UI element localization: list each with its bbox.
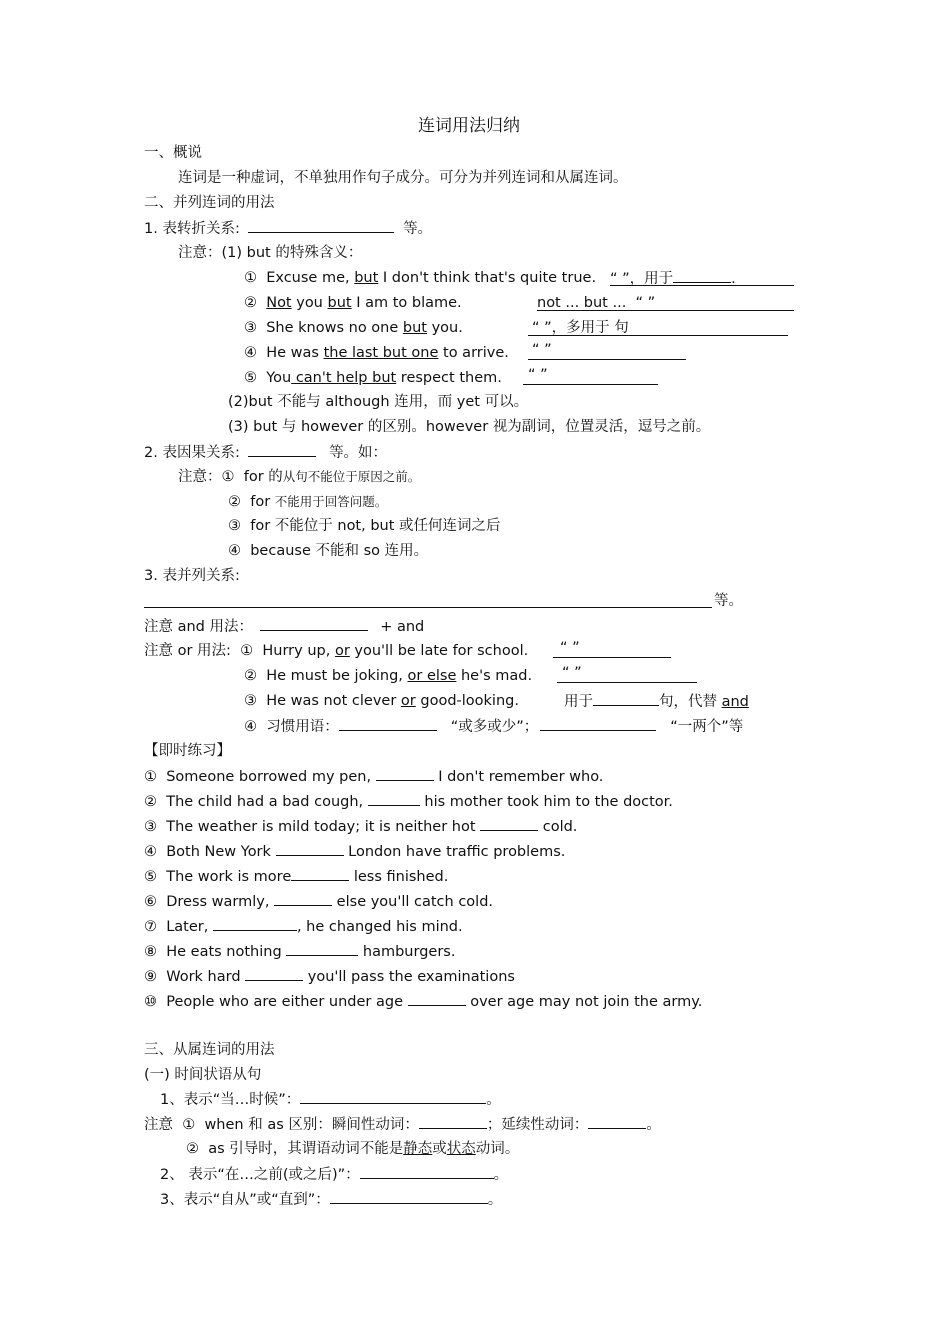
answer-underline — [557, 682, 697, 683]
practice-item: ② The child had a bad cough, his mother took him to the doctor. — [144, 791, 673, 812]
practice-heading: 【即时练习】 — [144, 743, 231, 759]
answer-blank[interactable] — [300, 1089, 486, 1104]
answer-blank[interactable] — [330, 1189, 488, 1204]
section-1-heading: 一、概说 — [144, 145, 202, 161]
answer-underline — [528, 359, 686, 360]
but-note-heading: 注意：(1) but 的特殊含义： — [178, 245, 363, 261]
but-item-2: ② Not you but I am to blame. — [244, 295, 462, 311]
practice-item: ⑨ Work hard you'll pass the examinations — [144, 966, 515, 987]
answer-blank[interactable] — [480, 816, 538, 831]
or-item-3-answer: 用于 句，代替 and — [564, 691, 749, 712]
section-3-heading: 三、从属连词的用法 — [144, 1042, 275, 1058]
or-usage-note: 注意 or 用法: ① Hurry up, or you'll be late for school. — [144, 643, 529, 659]
but-item-3: ③ She knows no one but you. — [244, 320, 463, 336]
contrast-relation-line: 1. 表转折关系: 等。 — [144, 218, 432, 239]
answer-blank[interactable] — [540, 716, 656, 731]
but-item-4-answer[interactable]: “ ” — [532, 342, 552, 358]
answer-underline — [523, 384, 658, 385]
time-note-1: 注意 ① when 和 as 区别：瞬间性动词： ；延续性动词： 。 — [144, 1114, 661, 1135]
section-2-heading: 二、并列连词的用法 — [144, 195, 275, 211]
but-note-2: (2)but 不能与 although 连用，而 yet 可以。 — [228, 394, 529, 410]
answer-blank[interactable] — [248, 218, 394, 233]
answer-blank[interactable] — [588, 1114, 646, 1129]
practice-item: ⑧ He eats nothing hamburgers. — [144, 941, 455, 962]
answer-blank[interactable] — [276, 841, 344, 856]
answer-underline — [553, 657, 671, 658]
but-note-3: (3) but 与 however 的区别。however 视为副词，位置灵活，逗号之前。 — [228, 419, 711, 435]
practice-item: ⑤ The work is more less finished. — [144, 866, 448, 887]
cause-relation-line: 2. 表因果关系: 等。如： — [144, 442, 387, 463]
answer-blank[interactable] — [419, 1114, 487, 1129]
answer-blank[interactable] — [286, 941, 358, 956]
answer-blank[interactable] — [368, 791, 420, 806]
answer-underline — [537, 310, 794, 311]
or-item-4: ④ 习惯用语： “或多或少”； “一两个”等 — [244, 716, 743, 737]
answer-blank[interactable] — [213, 916, 297, 931]
for-note-4: ④ because 不能和 so 连用。 — [228, 543, 429, 559]
answer-blank[interactable] — [408, 991, 466, 1006]
answer-blank[interactable] — [274, 891, 332, 906]
answer-blank[interactable] — [360, 1164, 494, 1179]
answer-blank[interactable] — [593, 691, 659, 706]
parallel-end: 等。 — [714, 593, 743, 609]
practice-item: ④ Both New York London have traffic problems. — [144, 841, 565, 862]
time-note-2: ② as 引导时，其谓语动词不能是静态或状态动词。 — [186, 1141, 520, 1157]
practice-item: ⑩ People who are either under age over age may not join the army. — [144, 991, 702, 1012]
time-clause-heading: (一) 时间状语从句 — [144, 1067, 262, 1083]
page-title: 连词用法归纳 — [418, 116, 520, 136]
or-item-2: ② He must be joking, or else he's mad. — [244, 668, 533, 684]
answer-blank[interactable] — [376, 766, 434, 781]
but-item-5: ⑤ You can't help but respect them. — [244, 370, 502, 386]
for-note-1: 注意：① for 的从句不能位于原因之前。 — [178, 469, 421, 485]
practice-item: ① Someone borrowed my pen, I don't remember who. — [144, 766, 603, 787]
but-item-3-answer[interactable]: “ ”，多用于 句 — [532, 320, 629, 336]
practice-item: ⑥ Dress warmly, else you'll catch cold. — [144, 891, 493, 912]
or-item-1-answer[interactable]: “ ” — [560, 640, 580, 656]
or-item-3: ③ He was not clever or good-looking. — [244, 693, 519, 709]
or-item-2-answer[interactable]: “ ” — [562, 665, 582, 681]
practice-item: ⑦ Later, , he changed his mind. — [144, 916, 463, 937]
section-1-text: 连词是一种虚词，不单独用作句子成分。可分为并列连词和从属连词。 — [178, 170, 628, 186]
answer-blank[interactable] — [245, 966, 303, 981]
answer-blank[interactable] — [260, 616, 368, 631]
but-item-2-answer[interactable]: not ... but ... “ ” — [537, 295, 656, 311]
answer-blank[interactable] — [248, 442, 316, 457]
parallel-relation-line: 3. 表并列关系: — [144, 568, 240, 584]
time-line-1: 1、表示“当…时候”： 。 — [160, 1089, 501, 1110]
answer-blank[interactable] — [291, 866, 349, 881]
but-item-5-answer[interactable]: “ ” — [528, 367, 548, 383]
but-item-1: ① Excuse me, but I don't think that's quite true. — [244, 270, 597, 286]
but-item-1-answer[interactable]: “ ”，用于 . — [610, 268, 736, 289]
time-line-2: 2、 表示“在…之前(或之后)”： 。 — [160, 1164, 508, 1185]
and-usage-note: 注意 and 用法： + and — [144, 616, 424, 637]
for-note-2: ② for 不能用于回答问题。 — [228, 494, 388, 510]
answer-underline — [528, 335, 788, 336]
practice-item: ③ The weather is mild today; it is neither hot cold. — [144, 816, 577, 837]
answer-underline[interactable] — [144, 607, 712, 608]
answer-underline — [610, 285, 794, 286]
but-item-4: ④ He was the last but one to arrive. — [244, 345, 509, 361]
time-line-3: 3、表示“自从”或“直到”： 。 — [160, 1189, 502, 1210]
for-note-3: ③ for 不能位于 not, but 或任何连词之后 — [228, 518, 501, 534]
answer-blank[interactable] — [339, 716, 437, 731]
